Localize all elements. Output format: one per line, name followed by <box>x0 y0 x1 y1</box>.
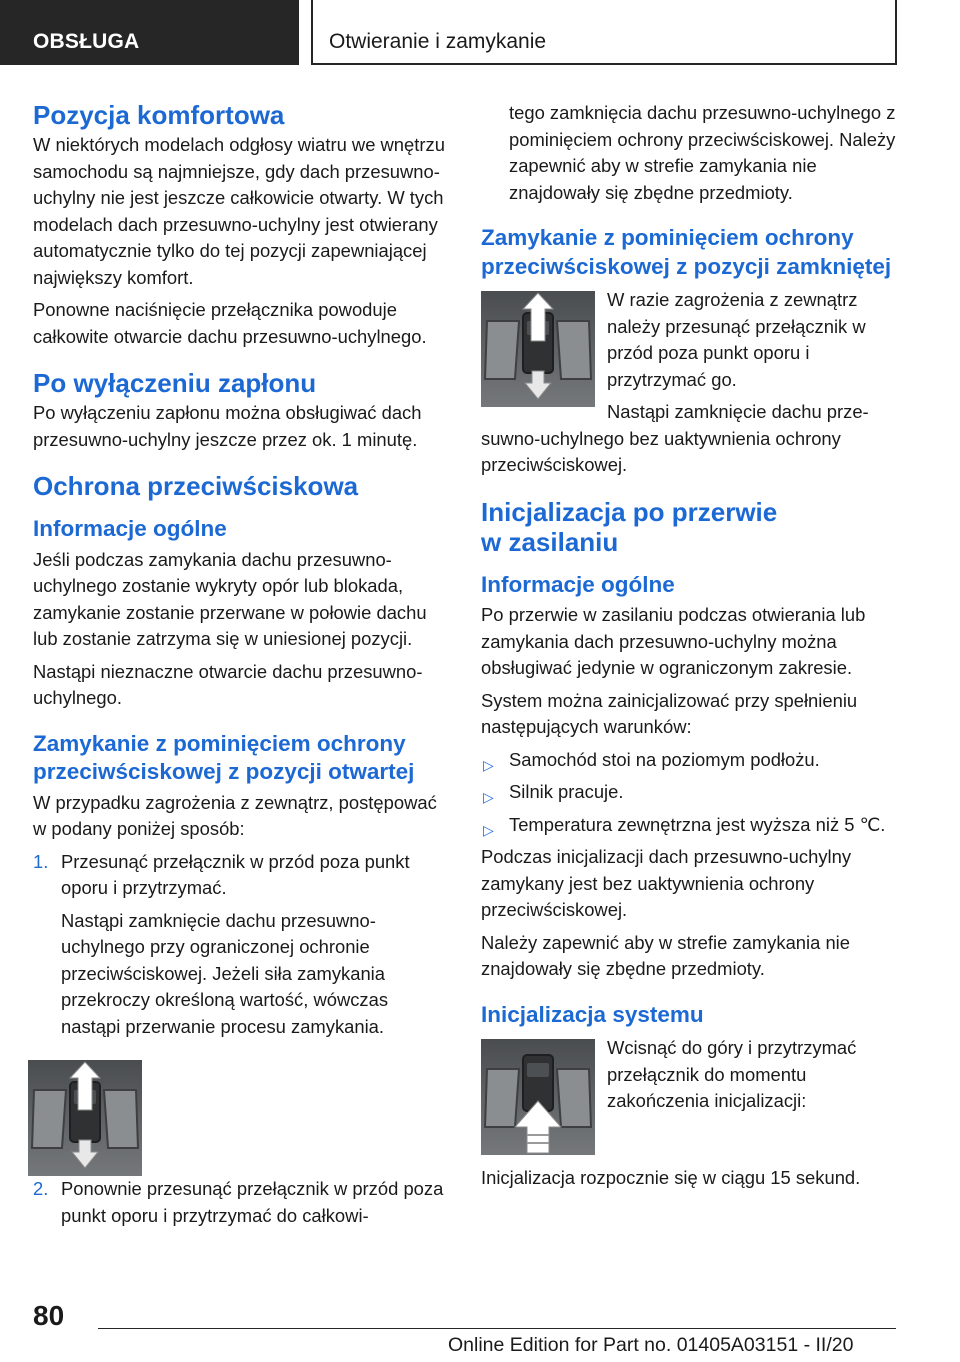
system-init-paragraph-2: Inicjalizacja rozpocznie się w ciągu 15 sekund. <box>481 1167 861 1188</box>
header-section-tab <box>0 0 299 65</box>
switch-push-forward-closed-illustration <box>481 291 595 407</box>
condition-text: Samochód stoi na poziomym podłożu. <box>509 748 820 770</box>
init-heading-line-1: Inicjalizacja po przerwie <box>481 496 778 527</box>
comfort-paragraph-1: W niektórych modelach odgłosy wiatru we wnętrzu samochodu są najmniejsze, gdy dach przesuwno-uchylny nie jest jeszcze całkowicie otwarty. W tych modelach dach przesuwno-uchylny jest otwierany automatycznie tylko do tej pozycji zapewniającej największy komfort. <box>33 134 445 288</box>
general-paragraph-1: Jeśli podczas zamykania dachu przesuwno-uchylnego zostanie wykryty opór lub blokada, zamykanie zostanie przerwane w połowie dachu lub zostanie zatrzyma się w uniesionej pozycji. <box>33 548 427 649</box>
header-chapter-label: Otwieranie i zamykanie <box>329 30 547 53</box>
system-init-figure-row <box>481 1035 897 1159</box>
comfort-heading: Pozycja komfortowa <box>33 100 285 130</box>
conditions-list <box>481 747 897 839</box>
triangle-bullet-icon: ▷ <box>483 789 494 805</box>
edition-label: Online Edition for Part no. 01405A03151 - II/20 <box>448 1334 854 1356</box>
condition-text: Silnik pracuje. <box>509 781 624 802</box>
switch-push-forward-illustration <box>28 1060 142 1176</box>
init-paragraph-3: Podczas inicjalizacji dach przesuwno-uchylny zamykany jest bez uaktywnienia ochrony przeciwściskowej. <box>481 846 852 920</box>
step-2 <box>33 1176 449 1229</box>
init-paragraph-2: System można zainicjalizować przy spełnieniu następujących warunków: <box>481 689 858 737</box>
condition-item <box>481 812 897 839</box>
override-steps-list <box>33 849 449 1041</box>
override-closed-figure-row <box>481 287 897 426</box>
condition-text: Temperatura zewnętrzna jest wyższa niż 5 ℃. <box>509 813 886 835</box>
override-closed-heading: Zamykanie z pominięciem ochrony przeciwściskowej z pozycji zamkniętej <box>481 225 892 279</box>
init-heading-line-2: w zasilaniu <box>481 526 619 557</box>
step-1-subtext: Nastąpi zamknięcie dachu przesuwno-uchylnego przy ograniczonej ochronie przeciwściskowej. Jeżeli siła zamykania przekroczy określoną wartość, wówczas nastąpi przerwanie procesu zamykania. <box>61 909 389 1037</box>
init-paragraph-4: Należy zapewnić aby w strefie zamykania nie znajdowały się zbędne przedmioty. <box>481 931 850 979</box>
continued-step-text: tego zamknięcia dachu przesuwno-uchylnego z pominięciem ochrony przeciwściskowej. Należy zapewnić aby w strefie zamykania nie znajdowały się zbędne przedmioty. <box>509 102 896 203</box>
pinch-protection-heading: Ochrona przeciwściskowa <box>33 471 359 501</box>
triangle-bullet-icon: ▷ <box>483 821 494 838</box>
override-steps-list-continued <box>33 1176 449 1229</box>
override-open-heading: Zamykanie z pominięciem ochrony przeciwściskowej z pozycji otwartej <box>33 730 415 784</box>
ignition-heading: Po wyłączeniu zapłonu <box>33 368 317 398</box>
triangle-bullet-icon: ▷ <box>483 756 494 773</box>
ignition-paragraph: Po wyłączeniu zapłonu można obsługiwać dach przesuwno-uchylny jeszcze przez ok. 1 minutę. <box>33 402 422 450</box>
init-heading <box>481 497 897 557</box>
header-chapter-tab <box>311 0 897 65</box>
general-paragraph-2: Nastąpi nieznaczne otwarcie dachu przesuwno-uchylnego. <box>33 660 423 708</box>
init-general-heading: Informacje ogólne <box>481 571 675 597</box>
step-2-text: Ponownie przesunąć przełącznik w przód poza punkt oporu i przytrzymać do całkowi- <box>61 1178 444 1226</box>
footer-divider <box>98 1328 896 1329</box>
override-open-paragraph: W przypadku zagrożenia z zewnątrz, postępować w podany poniżej sposób: <box>33 791 437 839</box>
general-info-heading: Informacje ogólne <box>33 516 227 541</box>
step-2-number: 2. <box>33 1178 49 1199</box>
override-closed-paragraph-1: W razie zagrożenia z zewnątrz należy przesunąć przełącznik w przód poza punkt oporu i przytrzymać go. <box>607 289 866 390</box>
init-paragraph-1: Po przerwie w zasilaniu podczas otwierania lub zamykania dach przesuwno-uchylny można obsługiwać jedynie w ograniczonym zakresie. <box>481 604 866 678</box>
step-1-text: Przesunąć przełącznik w przód poza punkt oporu i przytrzymać. <box>61 850 410 898</box>
step-1-number: 1. <box>33 850 49 872</box>
switch-press-up-illustration <box>481 1039 595 1155</box>
condition-item <box>481 779 897 806</box>
system-init-paragraph-1: Wcisnąć do góry i przytrzymać przełącznik do momentu zakończenia inicjalizacji: <box>607 1037 857 1111</box>
system-init-heading: Inicjalizacja systemu <box>481 1001 704 1027</box>
page-number: 80 <box>33 1300 65 1331</box>
override-closed-paragraph-2b: suwno-uchylnego bez uaktywnienia ochrony przeciwściskowej. <box>481 427 841 475</box>
header-section-label: OBSŁUGA <box>33 30 140 53</box>
left-column <box>33 100 449 1235</box>
right-column <box>481 100 897 1198</box>
step-1 <box>33 849 449 1041</box>
comfort-paragraph-2: Ponowne naciśnięcie przełącznika powoduje całkowite otwarcie dachu przesuwno-uchylnego. <box>33 299 427 347</box>
override-closed-paragraph-2a: Nastąpi zamknięcie dachu prze- <box>607 401 869 422</box>
condition-item <box>481 747 897 774</box>
